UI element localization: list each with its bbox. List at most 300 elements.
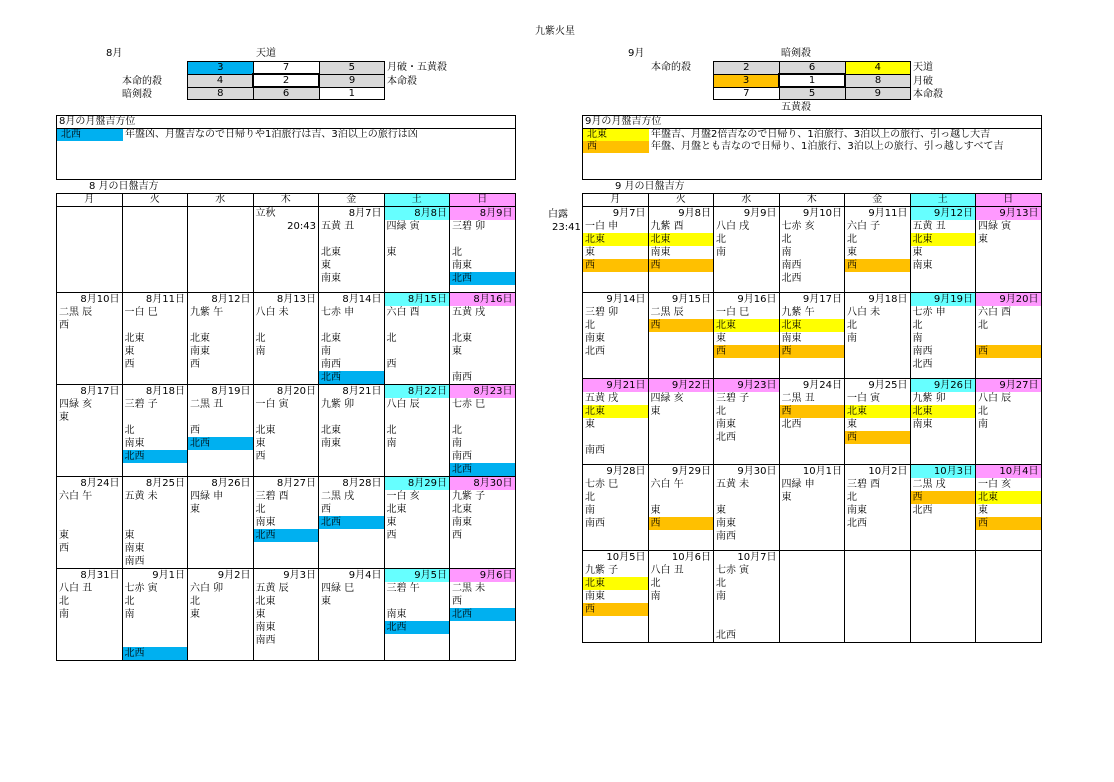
aug-left-label: 暗剣殺 (122, 89, 152, 100)
sep-day-line: 北 (978, 320, 988, 331)
aug-day-line: 北東 (321, 247, 341, 258)
sep-ms-cell: 9 (845, 87, 911, 100)
aug-day-cell (188, 569, 254, 661)
sep-day-line: 北東 (780, 319, 845, 332)
aug-day-line: 8月10日 (80, 294, 120, 305)
sep-day-line: 北西 (912, 359, 933, 370)
sep-magic-square (713, 61, 911, 100)
sep-day-cell (583, 293, 649, 379)
sep-day-line: 9月23日 (714, 379, 779, 392)
sep-day-cell (714, 551, 780, 643)
sep-top-label: 暗剣殺 (781, 48, 811, 59)
aug-ms-cell: 4 (188, 74, 254, 87)
sep-day-line: 10月4日 (976, 465, 1041, 478)
sep-day-line: 八白 丑 (650, 565, 684, 576)
aug-ms-cell: 8 (188, 87, 254, 100)
sep-day-line: 東 (978, 234, 988, 245)
aug-weekday-header: 火 (122, 194, 188, 207)
sep-day-line: 北東 (911, 233, 976, 246)
sep-weekday-header: 金 (845, 194, 911, 207)
sep-day-cell (910, 465, 976, 551)
sep-day-line: 北 (847, 234, 857, 245)
sep-right-label: 月破 (913, 76, 933, 87)
sep-day-line: 南東 (650, 247, 671, 258)
sep-day-line: 北 (847, 320, 857, 331)
aug-day-line: 九紫 子 (452, 491, 486, 502)
aug-day-line: 五黄 戌 (452, 307, 486, 318)
sep-day-line: 南 (716, 247, 726, 258)
aug-day-line: 8月11日 (145, 294, 185, 305)
sep-side-note-time: 23:41 (552, 222, 581, 233)
aug-day-line (57, 516, 122, 529)
sep-day-line: 東 (650, 406, 661, 417)
aug-day-line: 8月24日 (80, 478, 120, 489)
aug-weekday-header: 水 (188, 194, 254, 207)
aug-calendar (56, 193, 516, 661)
aug-day-line: 南 (321, 346, 331, 357)
sep-day-line: 二黒 戌 (912, 479, 946, 490)
aug-day-line: 北西 (188, 437, 253, 450)
aug-day-line: 西 (321, 504, 331, 515)
sep-ms-cell: 7 (714, 87, 780, 100)
aug-day-line: 南東 (452, 260, 472, 271)
aug-top-label: 天道 (256, 48, 276, 59)
aug-day-cell (122, 569, 188, 661)
aug-day-line: 立秋 (255, 208, 276, 219)
sep-calendar (582, 193, 1042, 643)
sep-day-line: 東 (781, 492, 792, 503)
aug-day-line: 六白 午 (59, 491, 93, 502)
sep-day-line: 南東 (781, 333, 802, 344)
aug-day-line: 9月6日 (450, 569, 515, 582)
aug-month-label: 8月 (106, 48, 123, 59)
aug-day-line: 南西 (452, 372, 472, 383)
sep-day-cell (779, 207, 845, 293)
sep-day-line: 三碧 酉 (847, 479, 881, 490)
sep-ms-cell: 5 (779, 87, 845, 100)
sep-day-cell (779, 465, 845, 551)
aug-day-line: 南東 (190, 346, 210, 357)
sep-direction-name: 西 (583, 141, 649, 153)
aug-day-line: 南東 (255, 622, 276, 633)
sep-day-line: 七赤 寅 (716, 565, 750, 576)
aug-day-line (385, 595, 450, 608)
sep-day-line: 9月21日 (583, 379, 648, 392)
sep-day-line: 六白 午 (650, 479, 684, 490)
sep-day-cell (976, 465, 1042, 551)
sep-day-line: 9月8日 (678, 208, 711, 219)
sep-day-cell (910, 207, 976, 293)
sep-ms-cell: 8 (845, 74, 911, 87)
sep-ms-cell: 4 (845, 62, 911, 75)
aug-day-cell (122, 293, 188, 385)
aug-day-line: 七赤 申 (321, 307, 355, 318)
sep-day-line: 北 (650, 578, 661, 589)
aug-day-line: 8月25日 (145, 478, 185, 489)
aug-ms-cell: 3 (188, 62, 254, 75)
sep-day-cell (976, 207, 1042, 293)
aug-day-line: 8月26日 (211, 478, 251, 489)
sep-day-line: 二黒 辰 (650, 307, 684, 318)
sep-day-line: 西 (976, 517, 1041, 530)
aug-day-line: 西 (255, 451, 266, 462)
sep-ms-cell: 6 (779, 62, 845, 75)
aug-day-line (123, 634, 188, 647)
sep-day-line: 北 (847, 492, 857, 503)
page-title: 九紫火星 (535, 26, 575, 37)
aug-day-cell (188, 293, 254, 385)
sep-day-line: 10月5日 (606, 552, 646, 563)
sep-day-line: 二黒 丑 (781, 393, 815, 404)
sep-weekday-header: 木 (779, 194, 845, 207)
sep-day-line: 9月19日 (911, 293, 976, 306)
aug-day-line: 七赤 寅 (124, 583, 158, 594)
aug-day-line (123, 503, 188, 516)
sep-day-line: 北西 (781, 419, 802, 430)
sep-day-cell (779, 293, 845, 379)
sep-day-line: 北東 (583, 405, 648, 418)
sep-direction-title: 9月の月盤吉方位 (583, 116, 1041, 129)
sep-day-line: 東 (847, 419, 857, 430)
aug-day-line: 八白 辰 (386, 399, 420, 410)
sep-day-cell (583, 379, 649, 465)
sep-day-cell (648, 465, 714, 551)
aug-day-line: 8月18日 (145, 386, 185, 397)
aug-day-line: 西 (386, 359, 397, 370)
sep-day-line: 北 (912, 320, 923, 331)
aug-ms-center: 2 (253, 74, 319, 87)
aug-day-line: 北西 (123, 647, 188, 660)
sep-day-line: 9月10日 (802, 208, 842, 219)
sep-day-cell (779, 551, 845, 643)
sep-day-line: 北東 (583, 577, 648, 590)
aug-day-line (385, 233, 450, 246)
aug-day-cell (253, 293, 319, 385)
aug-day-line: 二黒 未 (452, 583, 486, 594)
sep-day-cell (910, 379, 976, 465)
sep-day-line: 北東 (583, 233, 648, 246)
sep-day-line: 9月13日 (976, 207, 1041, 220)
aug-day-cell (188, 477, 254, 569)
aug-day-line: 三碧 酉 (255, 491, 289, 502)
aug-day-line: 8月13日 (276, 294, 316, 305)
aug-day-line: 東 (255, 609, 266, 620)
aug-day-line (319, 411, 384, 424)
sep-day-line: 九紫 卯 (912, 393, 946, 404)
aug-day-line (450, 358, 515, 371)
aug-day-line: 南 (59, 609, 69, 620)
aug-day-line: 北西 (319, 371, 384, 384)
sep-day-cell (648, 379, 714, 465)
sep-day-line: 南西 (716, 531, 736, 542)
sep-day-line: 北 (585, 492, 595, 503)
aug-day-line: 8月30日 (450, 477, 515, 490)
aug-day-cell (450, 293, 516, 385)
aug-day-cell (450, 569, 516, 661)
sep-direction-text: 年盤吉、月盤2倍吉なので日帰り、1泊旅行、3泊以上の旅行、引っ越し大吉 (651, 129, 991, 140)
aug-day-line: 8月12日 (211, 294, 251, 305)
sep-day-line: 北西 (912, 505, 933, 516)
sep-day-line: 南東 (585, 591, 605, 602)
aug-day-line: 北西 (319, 516, 384, 529)
aug-day-line (450, 411, 515, 424)
aug-day-line: 四緑 巳 (321, 583, 355, 594)
aug-day-line: 一白 亥 (386, 491, 420, 502)
aug-day-line: 南東 (321, 273, 341, 284)
aug-day-line: 南 (452, 438, 462, 449)
aug-day-line: 南東 (255, 517, 276, 528)
aug-weekday-header: 月 (57, 194, 123, 207)
sep-day-line: 北 (585, 320, 595, 331)
sep-day-line: 9月26日 (911, 379, 976, 392)
aug-ms-cell: 5 (319, 62, 385, 75)
aug-weekday-header: 土 (384, 194, 450, 207)
aug-day-line: 東 (452, 346, 462, 357)
sep-month-label: 9月 (628, 48, 645, 59)
aug-day-cell (253, 569, 319, 661)
aug-day-line: 東 (59, 412, 69, 423)
aug-day-line: 西 (386, 530, 397, 541)
aug-day-line: 東 (321, 260, 331, 271)
aug-day-line: 北 (190, 596, 200, 607)
aug-day-cell (384, 569, 450, 661)
sep-day-cell (583, 551, 649, 643)
sep-day-line: 9月7日 (612, 208, 646, 219)
sep-day-cell (714, 207, 780, 293)
aug-day-line: 北 (386, 425, 397, 436)
aug-day-line: 南東 (124, 543, 145, 554)
sep-day-line: 南 (585, 505, 595, 516)
sep-day-cell (714, 465, 780, 551)
aug-day-line: 北東 (321, 333, 341, 344)
aug-day-line: 8月28日 (342, 478, 382, 489)
sep-day-line: 西 (976, 345, 1041, 358)
sep-day-line: 七赤 亥 (781, 221, 815, 232)
aug-direction-box (56, 115, 516, 180)
aug-calendar-title: 8 月の日盤吉方 (89, 181, 159, 192)
sep-day-line: 西 (583, 603, 648, 616)
sep-day-line: 南 (978, 419, 988, 430)
sep-day-line: 西 (714, 345, 779, 358)
aug-direction-name: 北西 (57, 129, 123, 141)
sep-day-cell (976, 379, 1042, 465)
sep-day-cell (779, 379, 845, 465)
sep-day-line: 六白 子 (847, 221, 881, 232)
aug-day-line: 8月9日 (450, 207, 515, 220)
sep-day-line: 三碧 子 (716, 393, 750, 404)
sep-day-line: 西 (911, 491, 976, 504)
aug-day-line: 三碧 卯 (452, 221, 486, 232)
sep-day-line: 9月11日 (868, 208, 908, 219)
aug-day-line: 8月27日 (276, 478, 316, 489)
sep-day-line: 9月27日 (976, 379, 1041, 392)
sep-day-cell (648, 293, 714, 379)
sep-day-line: 一白 寅 (847, 393, 881, 404)
sep-day-line: 9月14日 (606, 294, 646, 305)
sep-day-line: 北東 (649, 233, 714, 246)
aug-day-line: 8月23日 (450, 385, 515, 398)
sep-day-line: 9月12日 (911, 207, 976, 220)
sep-direction-name: 北東 (583, 129, 649, 141)
aug-day-line: 北 (124, 596, 135, 607)
aug-weekday-header: 日 (450, 194, 516, 207)
sep-day-line: 北 (716, 578, 726, 589)
aug-day-line: 南 (386, 438, 397, 449)
aug-day-line: 一白 寅 (255, 399, 289, 410)
sep-direction-text: 年盤、月盤とも吉なので日帰り、1泊旅行、3泊以上の旅行、引っ越しすべて吉 (651, 141, 1004, 152)
sep-day-line: 北西 (847, 518, 867, 529)
sep-day-line: 北東 (911, 405, 976, 418)
aug-day-line: 東 (190, 504, 200, 515)
aug-day-line: 東 (190, 609, 200, 620)
sep-day-cell (845, 293, 911, 379)
aug-day-line: 8月19日 (211, 386, 251, 397)
sep-day-line: 9月16日 (737, 294, 777, 305)
aug-day-cell (57, 293, 123, 385)
aug-day-line (319, 319, 384, 332)
aug-day-line: 東 (124, 530, 135, 541)
aug-day-cell (384, 207, 450, 293)
aug-day-line: 五黄 未 (124, 491, 158, 502)
sep-day-line: 9月25日 (868, 380, 908, 391)
aug-day-cell (450, 207, 516, 293)
aug-magic-square (187, 61, 385, 100)
aug-day-line: 北東 (190, 333, 210, 344)
aug-day-line: 南西 (255, 635, 276, 646)
sep-day-line: 七赤 申 (912, 307, 946, 318)
aug-day-line: 8月21日 (342, 386, 382, 397)
aug-day-cell (450, 477, 516, 569)
aug-day-line (123, 411, 188, 424)
aug-day-line: 9月4日 (348, 570, 382, 581)
aug-day-line: 南西 (452, 451, 472, 462)
sep-day-line: 西 (583, 259, 648, 272)
sep-day-line: 東 (585, 247, 595, 258)
aug-day-line: 南西 (321, 359, 341, 370)
aug-day-cell (57, 385, 123, 477)
sep-day-cell (976, 293, 1042, 379)
aug-day-line: 六白 酉 (386, 307, 420, 318)
sep-day-line: 東 (912, 247, 923, 258)
aug-day-line: 七赤 巳 (452, 399, 486, 410)
aug-day-line: 北西 (123, 450, 188, 463)
sep-day-line (714, 603, 779, 616)
aug-day-line: 8月15日 (385, 293, 450, 306)
sep-day-line: 北 (781, 234, 792, 245)
aug-direction-title: 8月の月盤吉方位 (57, 116, 515, 129)
aug-day-line: 北東 (255, 596, 276, 607)
aug-day-line: 五黄 丑 (321, 221, 355, 232)
sep-day-line: 北東 (976, 491, 1041, 504)
aug-day-line: 8月7日 (348, 208, 382, 219)
sep-day-line: 東 (650, 505, 661, 516)
aug-day-line: 北西 (450, 608, 515, 621)
sep-day-line: 八白 未 (847, 307, 881, 318)
aug-day-line: 二黒 辰 (59, 307, 93, 318)
aug-day-line: 9月1日 (152, 570, 185, 581)
aug-day-line: 北東 (255, 425, 276, 436)
aug-day-line: 8月16日 (450, 293, 515, 306)
sep-day-line: 南西 (781, 260, 802, 271)
sep-day-line: 五黄 丑 (912, 221, 946, 232)
sep-day-line: 東 (978, 505, 988, 516)
aug-day-line: 北西 (450, 272, 515, 285)
sep-day-line (976, 332, 1041, 345)
sep-day-line: 東 (716, 333, 726, 344)
sep-day-line: 南西 (585, 445, 605, 456)
aug-day-cell (319, 477, 385, 569)
sep-day-line: 南東 (585, 333, 605, 344)
aug-day-line: 北西 (450, 463, 515, 476)
sep-day-cell (583, 207, 649, 293)
sep-day-line: 東 (847, 247, 857, 258)
sep-day-line: 北西 (781, 273, 802, 284)
aug-day-line: 北 (59, 596, 69, 607)
sep-day-line: 北東 (714, 319, 779, 332)
aug-day-line: 9月3日 (283, 570, 316, 581)
aug-day-line: 四緑 寅 (386, 221, 420, 232)
sep-bottom-label: 五黄殺 (781, 102, 811, 113)
aug-day-line: 西 (452, 530, 462, 541)
sep-weekday-header: 月 (583, 194, 649, 207)
aug-day-line: 西 (452, 596, 462, 607)
sep-day-line: 南 (716, 591, 726, 602)
aug-ms-cell: 1 (319, 87, 385, 100)
aug-day-line: 北東 (321, 425, 341, 436)
aug-day-cell (122, 385, 188, 477)
sep-side-note-term: 白露 (548, 209, 568, 220)
aug-day-line: 一白 巳 (124, 307, 158, 318)
aug-day-line: 南東 (124, 438, 145, 449)
sep-day-cell (714, 293, 780, 379)
sep-day-line: 南東 (847, 505, 867, 516)
aug-right-label: 月破・五黄殺 (387, 62, 447, 73)
aug-day-cell (57, 569, 123, 661)
aug-day-line: 三碧 午 (386, 583, 420, 594)
aug-day-line: 六白 卯 (190, 583, 224, 594)
sep-day-line (714, 616, 779, 629)
aug-day-line: 8月17日 (80, 386, 120, 397)
aug-day-cell (319, 207, 385, 293)
sep-day-line: 西 (845, 259, 910, 272)
sep-right-label: 天道 (913, 62, 933, 73)
aug-day-line: 西 (190, 359, 200, 370)
aug-day-line: 西 (59, 543, 69, 554)
aug-day-cell (319, 569, 385, 661)
aug-weekday-header: 金 (319, 194, 385, 207)
sep-day-cell (845, 379, 911, 465)
sep-day-line: 四緑 亥 (650, 393, 684, 404)
sep-day-line: 9月28日 (606, 466, 646, 477)
sep-weekday-header: 火 (648, 194, 714, 207)
sep-day-cell (845, 207, 911, 293)
sep-day-line: 南西 (912, 346, 933, 357)
aug-day-line: 北 (386, 333, 397, 344)
sep-day-line: 南東 (716, 419, 736, 430)
aug-day-line: 南東 (321, 438, 341, 449)
aug-day-line: 8月8日 (385, 207, 450, 220)
sep-direction-box (582, 115, 1042, 180)
aug-left-label: 本命的殺 (122, 76, 162, 87)
sep-direction-row (583, 129, 1041, 141)
aug-day-cell (188, 385, 254, 477)
sep-day-line: 南 (847, 333, 857, 344)
sep-day-line: 四緑 申 (781, 479, 815, 490)
aug-day-line (450, 319, 515, 332)
aug-day-cell (253, 385, 319, 477)
aug-day-line: 四緑 申 (190, 491, 224, 502)
sep-day-line: 八白 辰 (978, 393, 1012, 404)
